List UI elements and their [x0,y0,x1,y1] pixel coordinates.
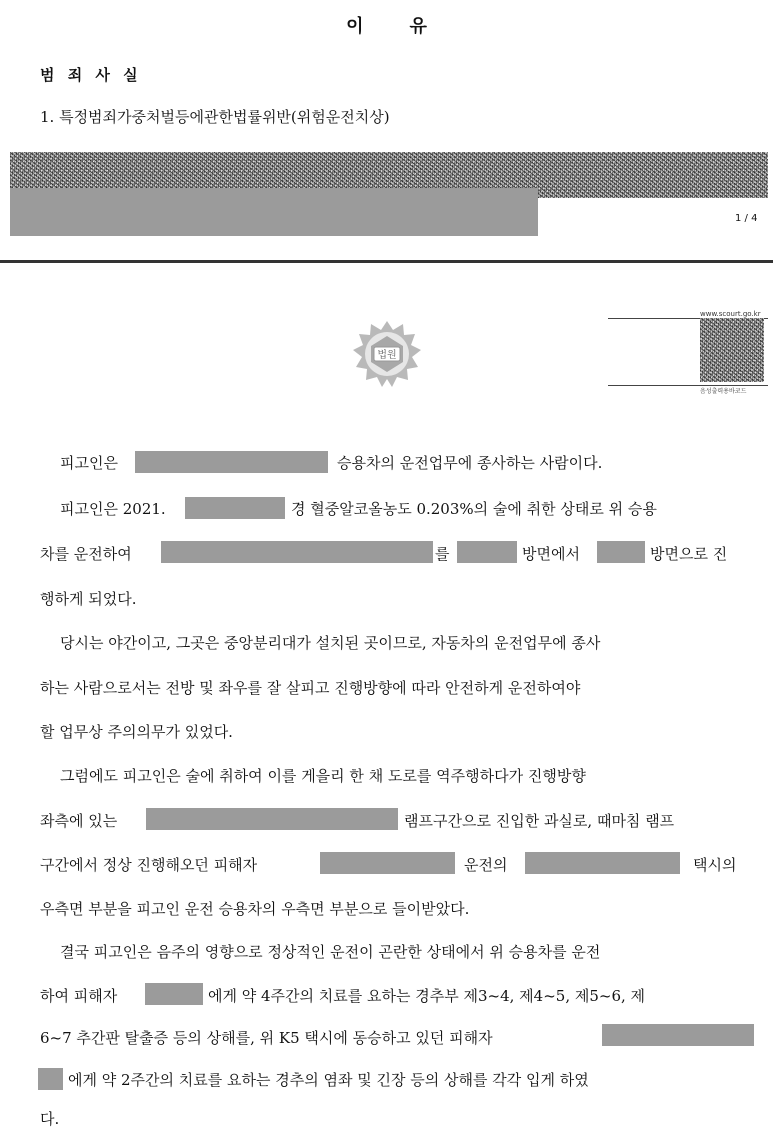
para5-text-f: 다. [40,1110,60,1128]
page-separator [0,260,773,263]
redaction-block [146,808,398,830]
para2-text-g: 행하게 되었다. [40,590,137,608]
redaction-block [185,497,285,519]
title-char-2: 유 [409,16,427,37]
redaction-block [457,541,517,563]
para2-text-b: 경 혈중알코올농도 0.203%의 술에 취한 상태로 위 승용 [291,500,657,518]
barcode-url: www.scourt.go.kr [700,310,761,318]
redaction-block [145,983,203,1005]
para5-text-b: 하여 피해자 [40,987,118,1005]
redaction-block [597,541,645,563]
para5-text-e: 에게 약 2주간의 치료를 요하는 경추의 염좌 및 긴장 등의 상해를 각각 입게 하였 [68,1071,589,1089]
page-number: 1 / 4 [735,213,758,224]
para4-text-b: 좌측에 있는 [40,812,118,830]
court-seal-logo [351,318,423,390]
para1-text-b: 승용차의 운전업무에 종사하는 사람이다. [337,454,603,472]
para4-text-g: 우측면 부분을 피고인 운전 승용차의 우측면 부분으로 들이받았다. [40,900,470,918]
redaction-block [135,451,328,473]
redaction-block [602,1024,754,1046]
title-char-1: 이 [346,16,364,37]
para5-text-c: 에게 약 4주간의 치료를 요하는 경추부 제3~4, 제4~5, 제5~6, 제 [208,987,646,1005]
para4-text-c: 램프구간으로 진입한 과실로, 때마침 램프 [404,812,675,830]
para2-text-a: 피고인은 2021. [60,500,166,518]
para2-text-f: 방면으로 진 [650,545,728,563]
para5-text-a: 결국 피고인은 음주의 영향으로 정상적인 운전이 곤란한 상태에서 위 승용차를 운전 [60,943,601,961]
document-title [0,12,773,38]
barcode-image [700,318,764,382]
para3-text-a: 당시는 야간이고, 그곳은 중앙분리대가 설치된 곳이므로, 자동차의 운전업무에 종사 [60,634,601,652]
section-heading: 범 죄 사 실 [40,66,142,84]
redaction-block [161,541,433,563]
para4-text-f: 택시의 [693,856,737,874]
seal-label: 법원 [377,350,397,361]
para2-text-c: 차를 운전하여 [40,545,132,563]
para3-text-c: 할 업무상 주의의무가 있었다. [40,723,233,741]
para2-text-e: 방면에서 [522,545,580,563]
para4-text-a: 그럼에도 피고인은 술에 취하여 이를 게을리 한 채 도로를 역주행하다가 진행방향 [60,767,586,785]
para4-text-e: 운전의 [464,856,508,874]
item-heading: 1. 특정범죄가중처벌등에관한법률위반(위험운전치상) [40,108,390,126]
barcode-caption: 음성출력용바코드 [700,388,747,395]
para3-text-b: 하는 사람으로서는 전방 및 좌우를 잘 살피고 진행방향에 따라 안전하게 운전하여야 [40,679,581,697]
redaction-block [10,188,538,236]
redaction-block [320,852,455,874]
redaction-block [38,1068,63,1090]
redaction-block [525,852,680,874]
para4-text-d: 구간에서 정상 진행해오던 피해자 [40,856,258,874]
para5-text-d: 6~7 추간판 탈출증 등의 상해를, 위 K5 택시에 동승하고 있던 피해자 [40,1029,493,1047]
para2-text-d: 를 [435,545,450,563]
para1-text-a: 피고인은 [60,454,118,472]
